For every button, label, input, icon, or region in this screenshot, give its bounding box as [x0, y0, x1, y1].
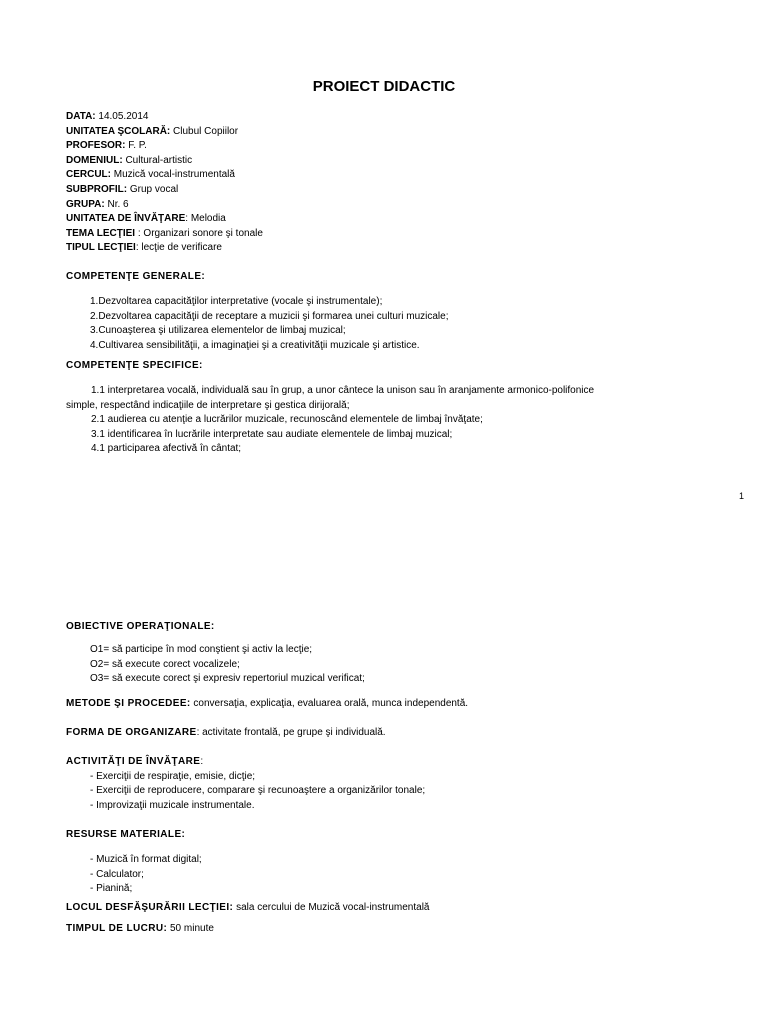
section-heading: OBIECTIVE OPERAŢIONALE:: [66, 621, 215, 632]
field-data: [66, 110, 746, 125]
field-value: F. P.: [125, 140, 147, 152]
section-heading: METODE ŞI PROCEDEE:: [66, 698, 191, 709]
field-value: Nr. 6: [104, 198, 129, 210]
field-cercul: [66, 168, 746, 183]
field-domeniul: [66, 154, 746, 169]
locul-section: [66, 901, 746, 916]
section-heading: COMPETENŢE GENERALE:: [66, 271, 206, 282]
section-value: sala cercului de Muzică vocal-instrumentală: [233, 902, 430, 913]
field-value: Muzică vocal-instrumentală: [111, 169, 235, 181]
list-item: 4.1 participarea afectivă în cântat;: [91, 443, 242, 455]
list-item: 2.1 audierea cu atenţie a lucrărilor muzicale, recunoscând elementele de limbaj învăţate;: [91, 414, 483, 426]
field-tema-lectiei: [66, 227, 746, 242]
field-profesor: [66, 139, 746, 154]
field-value: Clubul Copiilor: [170, 125, 239, 137]
competente-specifice-section: [66, 359, 746, 374]
list-item-line: 1.1 interpretarea vocală, individuală sau în grup, a unor cântece la unison sau în aranjamente armonico-polifonice: [91, 385, 595, 396]
section-heading: TIMPUL DE LUCRU:: [66, 923, 168, 934]
section-heading: RESURSE MATERIALE:: [66, 829, 186, 840]
field-label: PROFESOR:: [66, 140, 126, 152]
field-tipul-lectiei: [66, 241, 746, 256]
field-subprofil: [66, 183, 746, 198]
timpul-section: [66, 922, 746, 937]
heading-suffix: :: [200, 756, 204, 767]
field-label: TEMA LECŢIEI: [66, 227, 136, 239]
obiective-section: [66, 620, 746, 635]
field-label: GRUPA:: [66, 198, 105, 210]
section-value: 50 minute: [167, 923, 214, 934]
field-label: CERCUL:: [66, 169, 111, 181]
section-heading: COMPETENŢE SPECIFICE:: [66, 360, 203, 371]
field-unitatea-de-invatare: [66, 212, 746, 227]
list-item: - Exerciţii de respiraţie, emisie, dicţie;: [90, 770, 256, 782]
list-item: - Muzică în format digital;: [90, 854, 202, 865]
document-title: PROIECT DIDACTIC: [312, 78, 456, 95]
list-item: - Improvizaţii muzicale instrumentale.: [90, 799, 255, 811]
list-item: 1.Dezvoltarea capacităţilor interpretative (vocale şi instrumentale);: [90, 296, 383, 307]
field-label: DOMENIUL:: [66, 154, 123, 166]
field-value: Grup vocal: [127, 183, 179, 195]
metode-section: [66, 697, 746, 712]
competente-specifice-list: [66, 384, 756, 457]
forma-section: [66, 726, 746, 741]
list-item: O3= să execute corect şi expresiv repertoriul muzical verificat;: [90, 673, 365, 685]
resurse-list: [66, 853, 746, 897]
field-value: : Organizari sonore şi tonale: [135, 227, 263, 239]
field-label: UNITATEA DE ÎNVĂŢARE: [66, 213, 186, 225]
section-heading: FORMA DE ORGANIZARE: [66, 727, 197, 738]
obiective-list: [66, 643, 746, 687]
field-value: Cultural-artistic: [122, 154, 193, 166]
section-value: : activitate frontală, pe grupe şi individuală.: [196, 727, 386, 738]
field-label: SUBPROFIL:: [66, 183, 128, 195]
section-value: conversaţia, explicaţia, evaluarea orală, munca independentă.: [190, 698, 469, 709]
page-number: 1: [739, 491, 745, 501]
list-item: 3.1 identificarea în lucrările interpretate sau audiate elementele de limbaj muzical;: [91, 428, 453, 440]
section-heading: LOCUL DESFĂŞURĂRII LECŢIEI:: [66, 902, 234, 913]
list-item: - Pianină;: [90, 883, 133, 895]
activitati-section: [66, 755, 746, 813]
header-fields: [66, 110, 746, 256]
section-heading: ACTIVITĂŢI DE ÎNVĂŢARE: [66, 756, 201, 767]
list-item-line: simple, respectând indicaţiile de interpretare şi gestica dirijorală;: [66, 399, 350, 411]
list-item: 2.Dezvoltarea capacităţii de receptare a muzicii şi formarea unei culturi muzicale;: [90, 310, 449, 322]
list-item: O1= să participe în mod conştient şi activ la lecţie;: [90, 644, 313, 655]
list-item: O2= să execute corect vocalizele;: [90, 658, 240, 670]
competente-generale-list: [66, 295, 746, 353]
field-label: UNITATEA ŞCOLARĂ:: [66, 125, 171, 137]
resurse-section: [66, 828, 746, 843]
list-item: 4.Cultivarea sensibilităţii, a imaginaţiei şi a creativităţii muzicale şi artistice.: [90, 339, 420, 351]
field-value: 14.05.2014: [95, 111, 149, 122]
field-label: TIPUL LECŢIEI: [66, 242, 136, 254]
field-unitatea-scolara: [66, 125, 746, 140]
list-item: 3.Cunoaşterea şi utilizarea elementelor de limbaj muzical;: [90, 325, 346, 337]
list-item: - Exerciţii de reproducere, comparare şi recunoaştere a organizărilor tonale;: [90, 785, 426, 797]
field-value: : lecţie de verificare: [135, 242, 222, 254]
competente-generale-section: [66, 270, 746, 285]
list-item: - Calculator;: [90, 868, 144, 880]
field-value: : Melodia: [185, 213, 226, 225]
field-grupa: [66, 198, 746, 213]
field-label: DATA:: [66, 111, 96, 122]
